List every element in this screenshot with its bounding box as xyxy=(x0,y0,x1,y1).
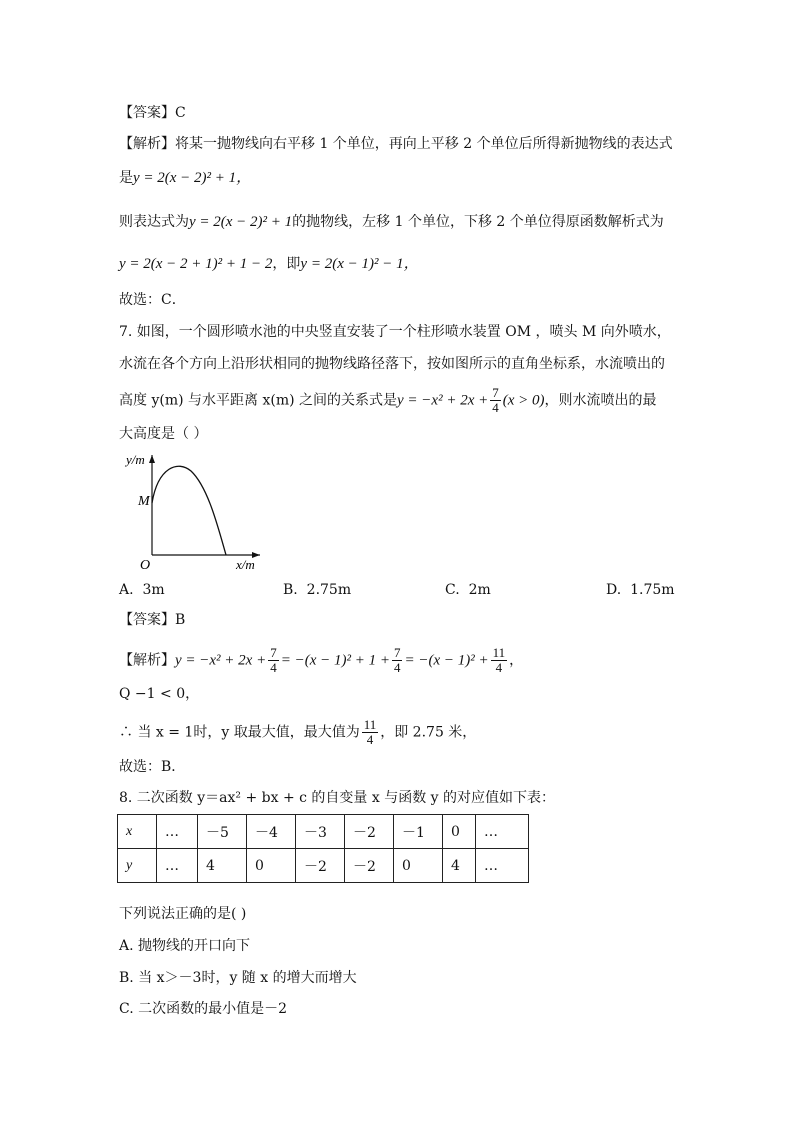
table-cell: y xyxy=(118,849,157,883)
analysis-label: 【解析】 xyxy=(119,136,175,152)
math-expression: y = 2(x − 2)² + 1， xyxy=(133,170,252,186)
analysis-7-conclusion: 故选：B． xyxy=(119,759,186,775)
q7-line2: 水流在各个方向上沿形状相同的抛物线路径落下，按如图所示的直角坐标系，水流喷出的 xyxy=(119,356,665,372)
text: 则表达式为 xyxy=(119,214,189,230)
option-a xyxy=(119,582,165,598)
fraction-numerator: 7 xyxy=(270,645,277,660)
table-cell: －4 xyxy=(247,815,296,849)
analysis-6-conclusion: 故选：C． xyxy=(119,292,186,308)
fraction-denominator: 4 xyxy=(366,732,374,747)
math-expression: y = −x² + 2x + xyxy=(397,392,489,409)
table-cell: … xyxy=(476,849,529,883)
option-text: 2.75m xyxy=(306,582,352,598)
math-expression: y = 2(x − 1)² − 1， xyxy=(300,256,419,272)
fraction xyxy=(268,646,279,675)
text: ， xyxy=(509,652,524,669)
fraction-denominator: 4 xyxy=(495,660,503,675)
q8-line1: 8. 二次函数 y＝ax² + bx + c 的自变量 x 与函数 y 的对应值如下表： xyxy=(119,790,556,806)
fraction-numerator: 7 xyxy=(492,385,499,400)
table-cell: … xyxy=(157,815,198,849)
option-label: B. xyxy=(283,582,298,598)
table-cell: －2 xyxy=(296,849,345,883)
fraction-denominator: 4 xyxy=(393,660,401,675)
fraction-numerator: 11 xyxy=(492,645,506,660)
q8-option-a: A. 抛物线的开口向下 xyxy=(119,938,251,954)
parabola-curve xyxy=(152,466,226,555)
table-cell: 4 xyxy=(443,849,476,883)
x-axis-label: x/m xyxy=(236,557,255,572)
q8-option-c: C. 二次函数的最小值是－2 xyxy=(119,1001,288,1017)
y-axis-label: y/m xyxy=(126,452,145,467)
option-label: A. xyxy=(119,582,134,598)
text: 高度 y(m) 与水平距离 x(m) 之间的关系式是 xyxy=(119,392,398,409)
analysis-7-line2: Q −1 < 0， xyxy=(119,686,200,702)
fraction-numerator: 7 xyxy=(393,645,401,660)
point-m-label: M xyxy=(138,494,150,509)
text: 是 xyxy=(119,170,133,186)
math-expression: y = 2(x − 2 + 1)² + 1 − 2 xyxy=(119,256,273,272)
text: ，则水流喷出的最 xyxy=(544,392,657,409)
text: ∴ 当 x = 1时，y 取最大值，最大值为 xyxy=(119,724,360,741)
math-expression: y = −x² + 2x + xyxy=(175,652,267,669)
table-cell: 0 xyxy=(247,849,296,883)
fraction xyxy=(491,646,508,675)
y-axis-arrow xyxy=(149,455,155,463)
answer-6: 【答案】C xyxy=(119,105,186,121)
table-cell: x xyxy=(118,815,157,849)
q7-line1: 7. 如图，一个圆形喷水池的中央竖直安装了一个柱形喷水装置 OM ，喷头 M 向外喷水， xyxy=(119,324,671,340)
text: ，即 xyxy=(272,256,301,272)
fraction xyxy=(490,386,501,415)
analysis-6-line4 xyxy=(119,254,419,274)
analysis-6-line1 xyxy=(119,134,673,154)
table-row xyxy=(118,849,529,883)
math-expression: (x > 0) xyxy=(502,392,545,409)
table-row xyxy=(118,815,529,849)
table-cell: －5 xyxy=(198,815,247,849)
option-b xyxy=(283,582,351,598)
fraction xyxy=(362,718,379,747)
option-d xyxy=(606,582,675,598)
analysis-6-line3 xyxy=(119,212,664,232)
table-cell: 4 xyxy=(198,849,247,883)
table-cell: … xyxy=(157,849,198,883)
option-c xyxy=(445,582,491,598)
math-expression: = −(x − 1)² + 1 + xyxy=(280,652,390,669)
option-text: 2m xyxy=(468,582,491,598)
table-cell: －2 xyxy=(345,815,394,849)
fraction-numerator: 11 xyxy=(363,717,377,732)
q7-line4: 大高度是（ ） xyxy=(119,426,208,442)
analysis-7-line3 xyxy=(119,718,476,747)
q8-option-b: B. 当 x＞－3时，y 随 x 的增大而增大 xyxy=(119,970,357,986)
fraction xyxy=(392,646,403,675)
parabola-figure xyxy=(118,447,268,572)
table-cell: －3 xyxy=(296,815,345,849)
table-cell: … xyxy=(476,815,529,849)
table-cell: 0 xyxy=(394,849,443,883)
option-label: D. xyxy=(606,582,622,598)
analysis-7-line1 xyxy=(119,646,523,675)
analysis-label: 【解析】 xyxy=(119,652,175,669)
math-expression: = −(x − 1)² + xyxy=(404,652,489,669)
q8-question: 下列说法正确的是( ) xyxy=(119,906,247,922)
analysis-text: 将某一抛物线向右平移 1 个单位，再向上平移 2 个单位后所得新抛物线的表达式 xyxy=(175,136,673,152)
text: 的抛物线，左移 1 个单位，下移 2 个单位得原函数解析式为 xyxy=(292,214,664,230)
origin-label: O xyxy=(140,558,151,572)
option-label: C. xyxy=(445,582,460,598)
math-expression: y = 2(x − 2)² + 1 xyxy=(189,214,293,230)
option-text: 3m xyxy=(142,582,165,598)
table-cell: 0 xyxy=(443,815,476,849)
analysis-6-line2 xyxy=(119,168,251,188)
q7-line3 xyxy=(119,386,657,415)
fraction-denominator: 4 xyxy=(270,660,277,675)
text: ，即 2.75 米， xyxy=(380,724,477,741)
answer-7: 【答案】B xyxy=(119,612,186,628)
table-cell: －1 xyxy=(394,815,443,849)
fraction-denominator: 4 xyxy=(492,400,499,415)
option-text: 1.75m xyxy=(630,582,675,598)
value-table xyxy=(117,814,529,883)
table-cell: －2 xyxy=(345,849,394,883)
